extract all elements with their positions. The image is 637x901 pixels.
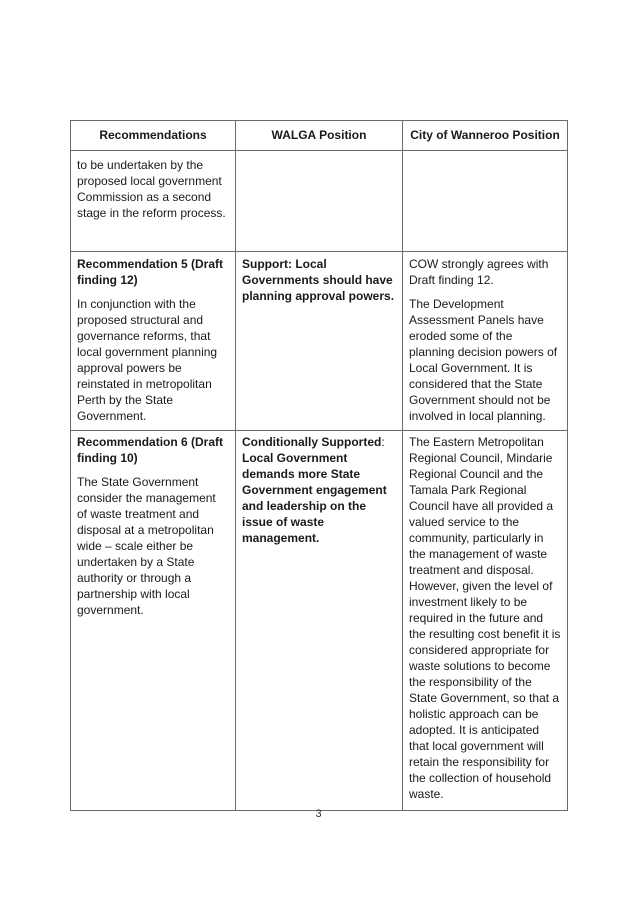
walga-position-lead: Conditionally Supported <box>242 435 382 449</box>
wanneroo-cell <box>403 252 568 431</box>
wanneroo-position-paragraph: The Eastern Metropolitan Regional Council, Mindarie Regional Council and the Tamala Park Regional Council have all provided a valued service to the community, particularly in the management of waste treatment and disposal. However, given the level of investment likely to be required in the future and the resulting cost benefit it is considered appropriate for waste solutions to become the responsibility of the State Government, so that a holistic approach can be adopted. It is anticipated that local government will retain the responsibility for the collection of household waste. <box>409 435 561 801</box>
header-recommendations: Recommendations <box>71 121 236 151</box>
wanneroo-cell <box>403 151 568 252</box>
header-wanneroo-position: City of Wanneroo Position <box>403 121 568 151</box>
walga-position-text <box>242 434 396 546</box>
walga-cell <box>236 252 403 431</box>
table-header-row <box>71 121 568 151</box>
walga-cell <box>236 431 403 811</box>
page-number: 3 <box>315 808 322 820</box>
walga-position-body: Local Government demands more State Government engagement and leadership on the issue of waste management. <box>242 451 387 545</box>
recommendation-title: Recommendation 5 (Draft finding 12) <box>77 257 224 287</box>
recommendation-title: Recommendation 6 (Draft finding 10) <box>77 435 224 465</box>
walga-cell <box>236 151 403 252</box>
recommendation-text: The State Government consider the management of waste treatment and disposal at a metropolitan wide – scale either be undertaken by a State authority or through a partnership with local government. <box>77 475 216 617</box>
wanneroo-cell <box>403 431 568 811</box>
wanneroo-position-paragraph: COW strongly agrees with Draft finding 12. <box>409 257 549 287</box>
wanneroo-position-paragraph: The Development Assessment Panels have eroded some of the planning decision powers of Local Government. It is considered that the State Government should not be involved in local planning. <box>409 297 558 423</box>
recommendation-text: In conjunction with the proposed structural and governance reforms, that local government planning approval powers be reinstated in metropolitan Perth by the State Government. <box>77 297 218 423</box>
recommendation-text: to be undertaken by the proposed local government Commission as a second stage in the reform process. <box>77 158 226 220</box>
recommendation-cell <box>71 252 236 431</box>
walga-position-text: Support: Local Governments should have planning approval powers. <box>242 257 395 303</box>
header-walga-position: WALGA Position <box>236 121 403 151</box>
recommendation-cell <box>71 431 236 811</box>
recommendation-cell <box>71 151 236 252</box>
walga-position-lead-separator: : <box>381 435 385 449</box>
recommendations-table <box>70 120 568 811</box>
table-row <box>71 151 568 252</box>
table-row <box>71 431 568 811</box>
table-row <box>71 252 568 431</box>
